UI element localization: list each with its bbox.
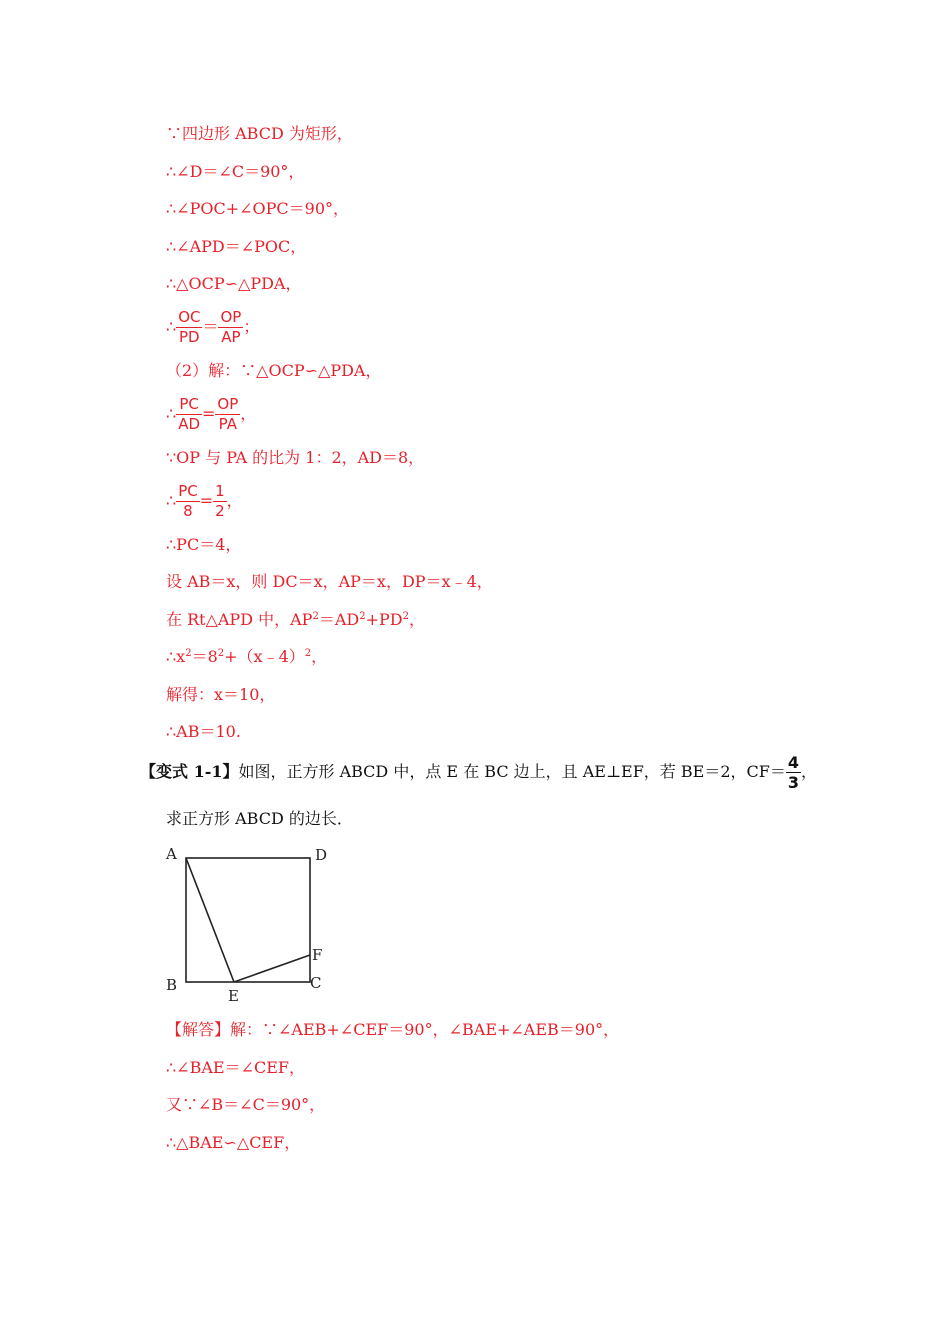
fraction-op-pa — [215, 395, 240, 434]
superscript: 2 — [185, 648, 192, 659]
text-segment: ＝8 — [191, 647, 218, 666]
fraction-numerator: OP — [217, 395, 239, 413]
text-segment: +PD — [365, 610, 403, 629]
fraction-oc-pd — [176, 308, 202, 347]
variant-problem-line-2: 求正方形 ABCD 的边长． — [166, 809, 353, 828]
proof-line-4: ∴∠APD＝∠POC， — [166, 237, 307, 256]
answer-line-1: 【解答】解：∵∠AEB+∠CEF＝90°，∠BAE+∠AEB＝90°， — [166, 1020, 620, 1039]
line-end-punct: ， — [240, 404, 257, 423]
segment-ef — [234, 955, 310, 982]
variant-tag: 【变式 1-1】 — [140, 762, 239, 781]
line-end-punct: ； — [243, 317, 260, 336]
fraction-denominator: PA — [218, 415, 238, 433]
segment-ae — [186, 858, 234, 982]
fraction-numerator: OC — [178, 308, 201, 326]
proof-line-14 — [166, 645, 327, 669]
fraction-pc-ad — [176, 395, 202, 434]
label-a: A — [166, 845, 177, 863]
fraction-1-2 — [213, 482, 227, 521]
fraction-denominator: AD — [178, 415, 200, 433]
proof-line-15: 解得：x＝10， — [166, 685, 276, 704]
proof-line-8 — [166, 392, 256, 436]
text-segment: ∴x — [166, 647, 186, 666]
therefore-sign: ∴ — [166, 317, 177, 336]
proof-line-1: ∵四边形 ABCD 为矩形， — [166, 124, 353, 143]
fraction-numerator: OP — [220, 308, 242, 326]
fraction-numerator: PC — [176, 395, 202, 415]
proof-line-7: （2）解：∵△OCP∽△PDA， — [166, 361, 382, 380]
proof-line-5: ∴△OCP∽△PDA， — [166, 274, 302, 293]
answer-line-2: ∴∠BAE＝∠CEF， — [166, 1058, 306, 1077]
proof-line-2: ∴∠D＝∠C＝90°， — [166, 162, 305, 181]
proof-line-9: ∵OP 与 PA 的比为 1：2，AD＝8， — [166, 448, 425, 467]
therefore-sign: ∴ — [166, 491, 177, 510]
fraction-denominator: PD — [179, 328, 200, 346]
label-e: E — [228, 987, 239, 1005]
text-segment: ＝AD — [318, 610, 360, 629]
superscript: 2 — [312, 611, 319, 622]
line-end-punct: ， — [801, 762, 818, 781]
square-geometry-figure — [160, 840, 340, 1008]
proof-line-6 — [166, 305, 259, 349]
fraction-denominator: 8 — [183, 502, 193, 520]
equals-sign: = — [202, 404, 216, 423]
fraction-denominator: AP — [221, 328, 241, 346]
text-segment: ， — [311, 647, 328, 666]
proof-line-12: 设 AB＝x，则 DC＝x，AP＝x，DP＝x﹣4， — [166, 572, 493, 591]
superscript: 2 — [217, 648, 225, 659]
fraction-numerator: 1 — [215, 482, 225, 500]
equals-sign: = — [199, 491, 214, 510]
square-abcd — [186, 858, 310, 982]
fraction-denominator: 2 — [215, 502, 225, 520]
fraction-pc-8 — [176, 482, 200, 521]
equals-sign: ＝ — [202, 317, 219, 336]
proof-line-3: ∴∠POC+∠OPC＝90°， — [166, 199, 350, 218]
variant-problem-line-1 — [140, 750, 817, 794]
therefore-sign: ∴ — [166, 404, 177, 423]
fraction-denominator: 3 — [787, 773, 799, 792]
answer-line-4: ∴△BAE∽△CEF， — [166, 1133, 301, 1152]
fraction-numerator: 4 — [787, 753, 799, 772]
text-segment: ， — [408, 610, 425, 629]
superscript: 2 — [402, 611, 409, 622]
superscript: 2 — [304, 648, 312, 659]
label-b: B — [166, 976, 178, 994]
label-f: F — [312, 946, 323, 964]
proof-line-16: ∴AB＝10. — [166, 722, 241, 741]
variant-text: 如图，正方形 ABCD 中，点 E 在 BC 边上，且 AE⊥EF，若 BE＝2，CF＝ — [238, 762, 786, 781]
proof-line-11: ∴PC＝4， — [166, 535, 242, 554]
proof-line-10 — [166, 479, 243, 523]
answer-line-3: 又∵∠B＝∠C＝90°， — [166, 1095, 326, 1114]
fraction-numerator: PC — [178, 482, 198, 500]
text-segment: 在 Rt△APD 中，AP — [166, 610, 313, 629]
fraction-cf-value — [786, 753, 801, 792]
line-end-punct: ， — [226, 491, 243, 510]
label-d: D — [315, 846, 328, 864]
superscript: 2 — [359, 611, 366, 622]
proof-line-13 — [166, 608, 425, 632]
label-c: C — [310, 974, 322, 992]
fraction-op-ap — [218, 308, 243, 347]
text-segment: +（x﹣4） — [224, 647, 305, 666]
